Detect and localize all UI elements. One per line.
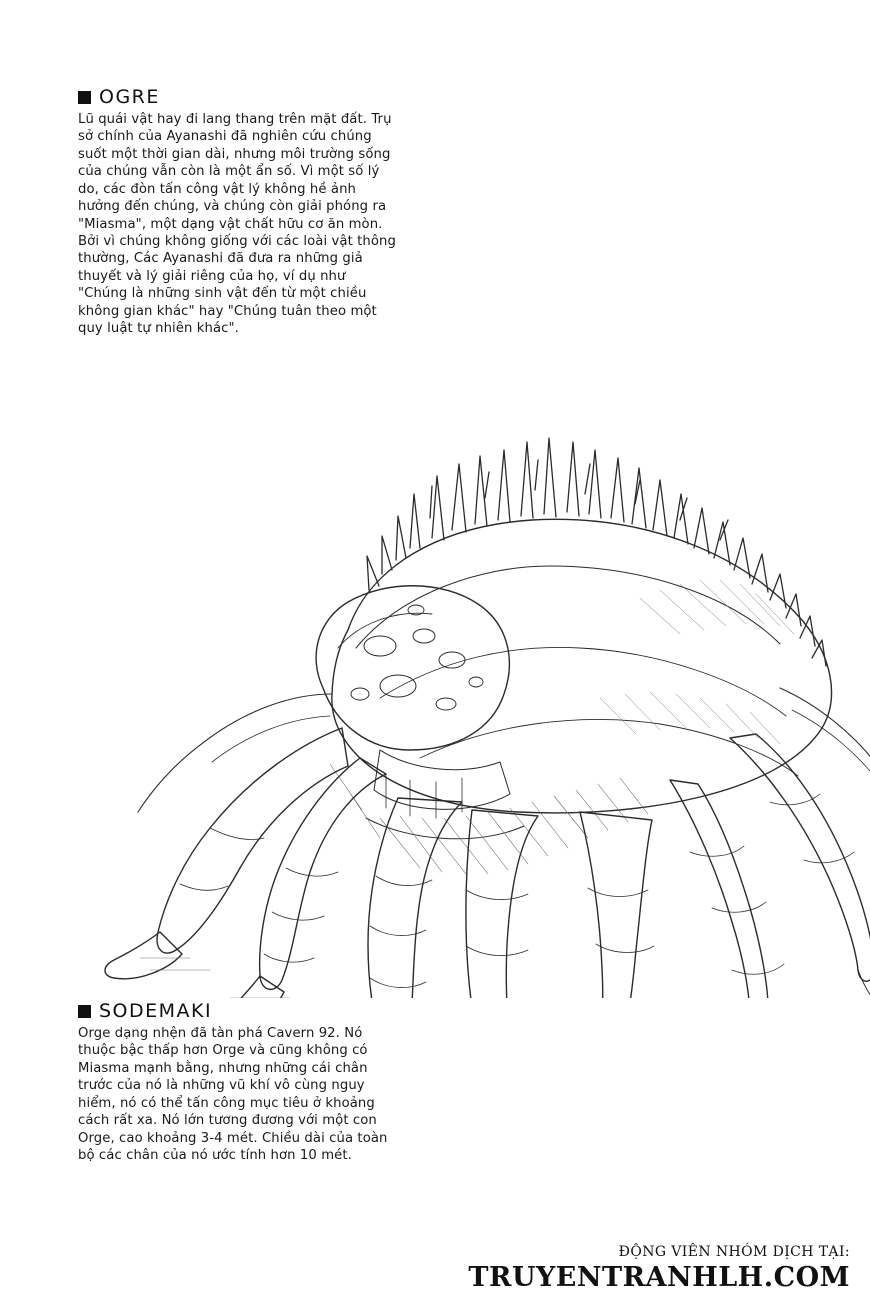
entry-sodemaki-body: Orge dạng nhện đã tàn phá Cavern 92. Nó thuộc bậc thấp hơn Orge và cũng không có Miasma mạnh bằng, nhưng những cái chân trước của nó là những vũ khí vô cùng nguy hiểm, nó có thể tấn công mục tiêu ở khoảng cách rất xa. Nó lớn tương đương với một con Orge, cao khoảng 3-4 mét. Chiều dài của toàn bộ các chân của nó ước tính hơn 10 mét. <box>78 1026 388 1163</box>
credit-support-text: ĐỘNG VIÊN NHÓM DỊCH TẠI: <box>618 1244 850 1260</box>
entry-sodemaki-title: SODEMAKI <box>99 1000 213 1022</box>
bullet-square-icon <box>78 91 91 104</box>
entry-sodemaki <box>78 1002 398 1164</box>
credit-site-name: TRUYENTRANHLH.COM <box>468 1262 850 1293</box>
entry-sodemaki-heading <box>78 1002 398 1021</box>
bullet-square-icon <box>78 1005 91 1018</box>
creature-illustration <box>80 398 870 998</box>
entry-ogre <box>78 88 396 337</box>
entry-ogre-heading <box>78 88 396 107</box>
entry-ogre-body: Lũ quái vật hay đi lang thang trên mặt đất. Trụ sở chính của Ayanashi đã nghiên cứu chúng suốt một thời gian dài, nhưng môi trường sống của chúng vẫn còn là một ẩn số. Vì một số lý do, các đòn tấn công vật lý không hề ảnh hưởng đến chúng, và chúng còn giải phóng ra "Miasma", một dạng vật chất hữu cơ ăn mòn. Bởi vì chúng không giống với các loài vật thông thường, Các Ayanashi đã đưa ra những giả thuyết và lý giải riêng của họ, ví dụ như "Chúng là những sinh vật đến từ một chiều không gian khác" hay "Chúng tuân theo một quy luật tự nhiên khác". <box>78 112 396 337</box>
entry-ogre-title: OGRE <box>99 86 160 108</box>
scanlation-credit <box>468 1244 850 1293</box>
